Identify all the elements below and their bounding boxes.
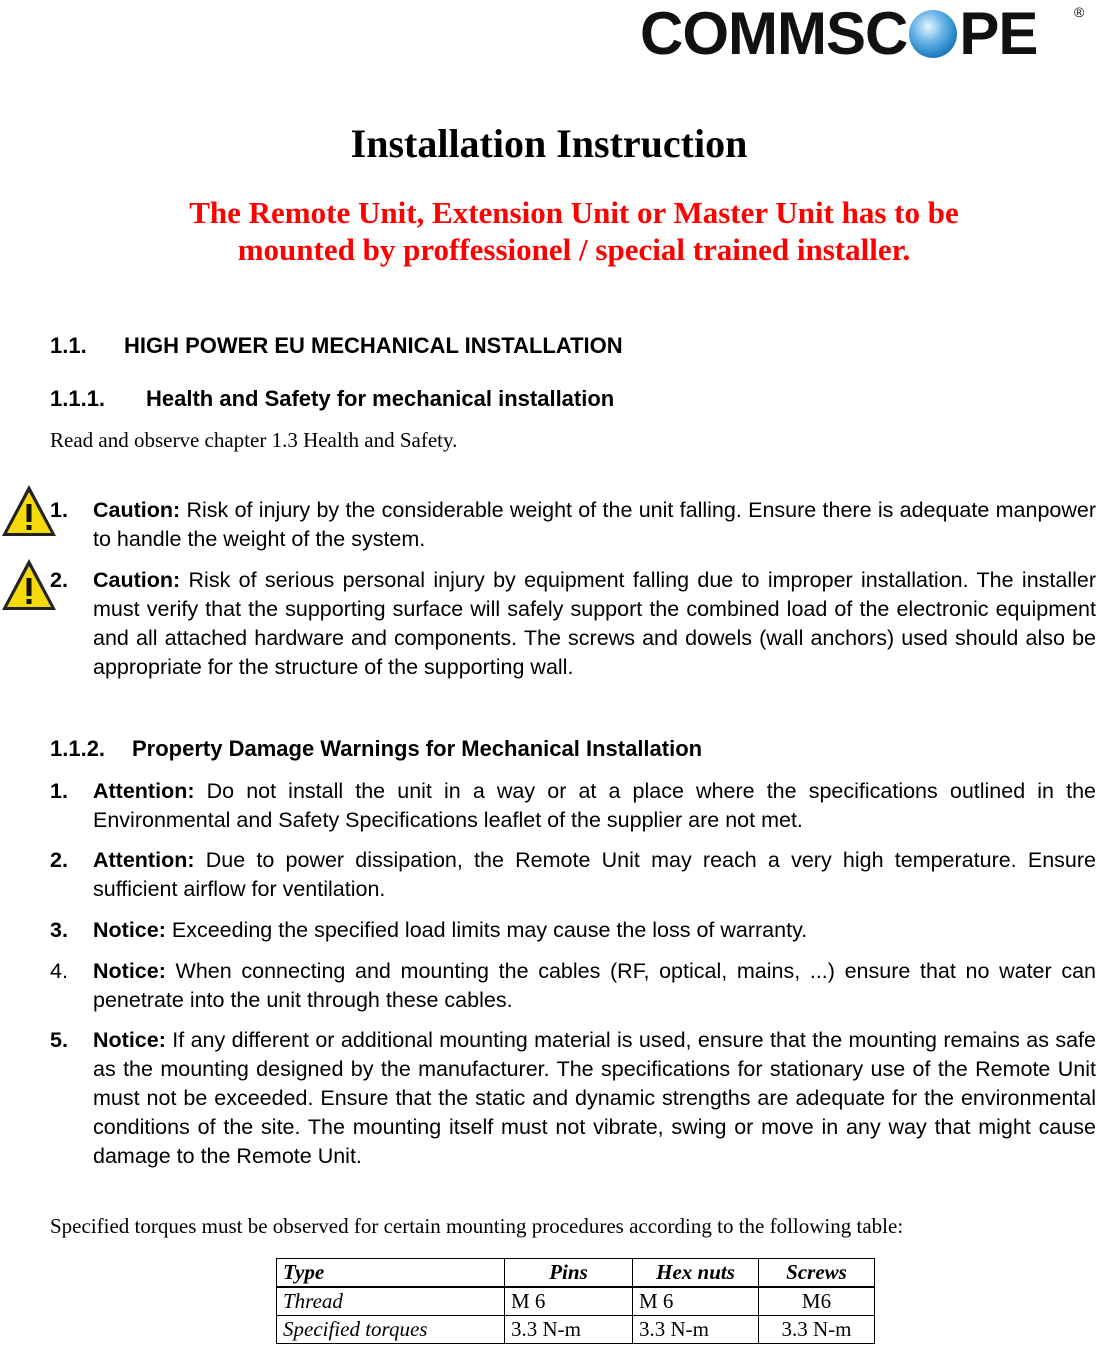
health-safety-reference: Read and observe chapter 1.3 Health and Safety. [50,428,458,452]
logo-globe-icon [909,10,957,58]
caution-item: 2. Caution: Risk of serious personal injury by equipment falling due to improper installation. The installer must verify that the supporting surface will safely support the combined load of the electronic equipment and all attached hardware and components. The screws and dowels (wall anchors) used should also be appropriate for the structure of the supporting wall. [50,568,1096,679]
notice-item: 5. Notice: If any different or additional mounting material is used, ensure that the mounting remains as safe as the mounting designed by the manufacturer. The specifications for stationary use of the Remote Unit must not be exceeded. Ensure that the static and dynamic strengths are adequate for the environmental conditions of the site. The mounting itself must not vibrate, swing or move in any way that might cause damage to the Remote Unit. [50,1028,1096,1168]
section-heading-1-1-1: 1.1.1. Health and Safety for mechanical installation [50,386,615,411]
table-header-row: Type Pins Hex nuts Screws [277,1259,875,1288]
table-row: Thread M 6 M 6 M6 [277,1287,875,1316]
table-row: Specified torques 3.3 N-m 3.3 N-m 3.3 N-m [277,1316,875,1344]
notice-item: 3. Notice: Exceeding the specified load limits may cause the loss of warranty. [50,918,808,942]
caution-item: 1. Caution: Risk of injury by the considerable weight of the unit falling. Ensure there is adequate manpower to handle the weight of the system. [50,498,1096,551]
torque-intro: Specified torques must be observed for certain mounting procedures according to the following table: [50,1214,904,1238]
page-title: Installation Instruction [350,121,748,166]
commscope-logo: COMMSC PE ® [640,0,1085,67]
section-heading-1-1: 1.1. HIGH POWER EU MECHANICAL INSTALLATION [50,333,623,358]
notice-item: 2. Attention: Due to power dissipation, the Remote Unit may reach a very high temperature. Ensure sufficient airflow for ventilation. [50,848,1096,901]
notice-item: 4. Notice: When connecting and mounting the cables (RF, optical, mains, ...) ensure that no water can penetrate into the unit through these cables. [50,959,1096,1012]
logo-text: COMMSC PE [640,0,1038,67]
torque-table [276,1258,875,1344]
notice-item: 1. Attention: Do not install the unit in a way or at a place where the specifications outlined in the Environmental and Safety Specifications leaflet of the supplier are not met. [50,779,1096,832]
installer-warning: The Remote Unit, Extension Unit or Master Unit has to be mounted by proffessionel / special trained installer. [189,195,959,267]
section-heading-1-1-2: 1.1.2. Property Damage Warnings for Mechanical Installation [50,736,703,761]
